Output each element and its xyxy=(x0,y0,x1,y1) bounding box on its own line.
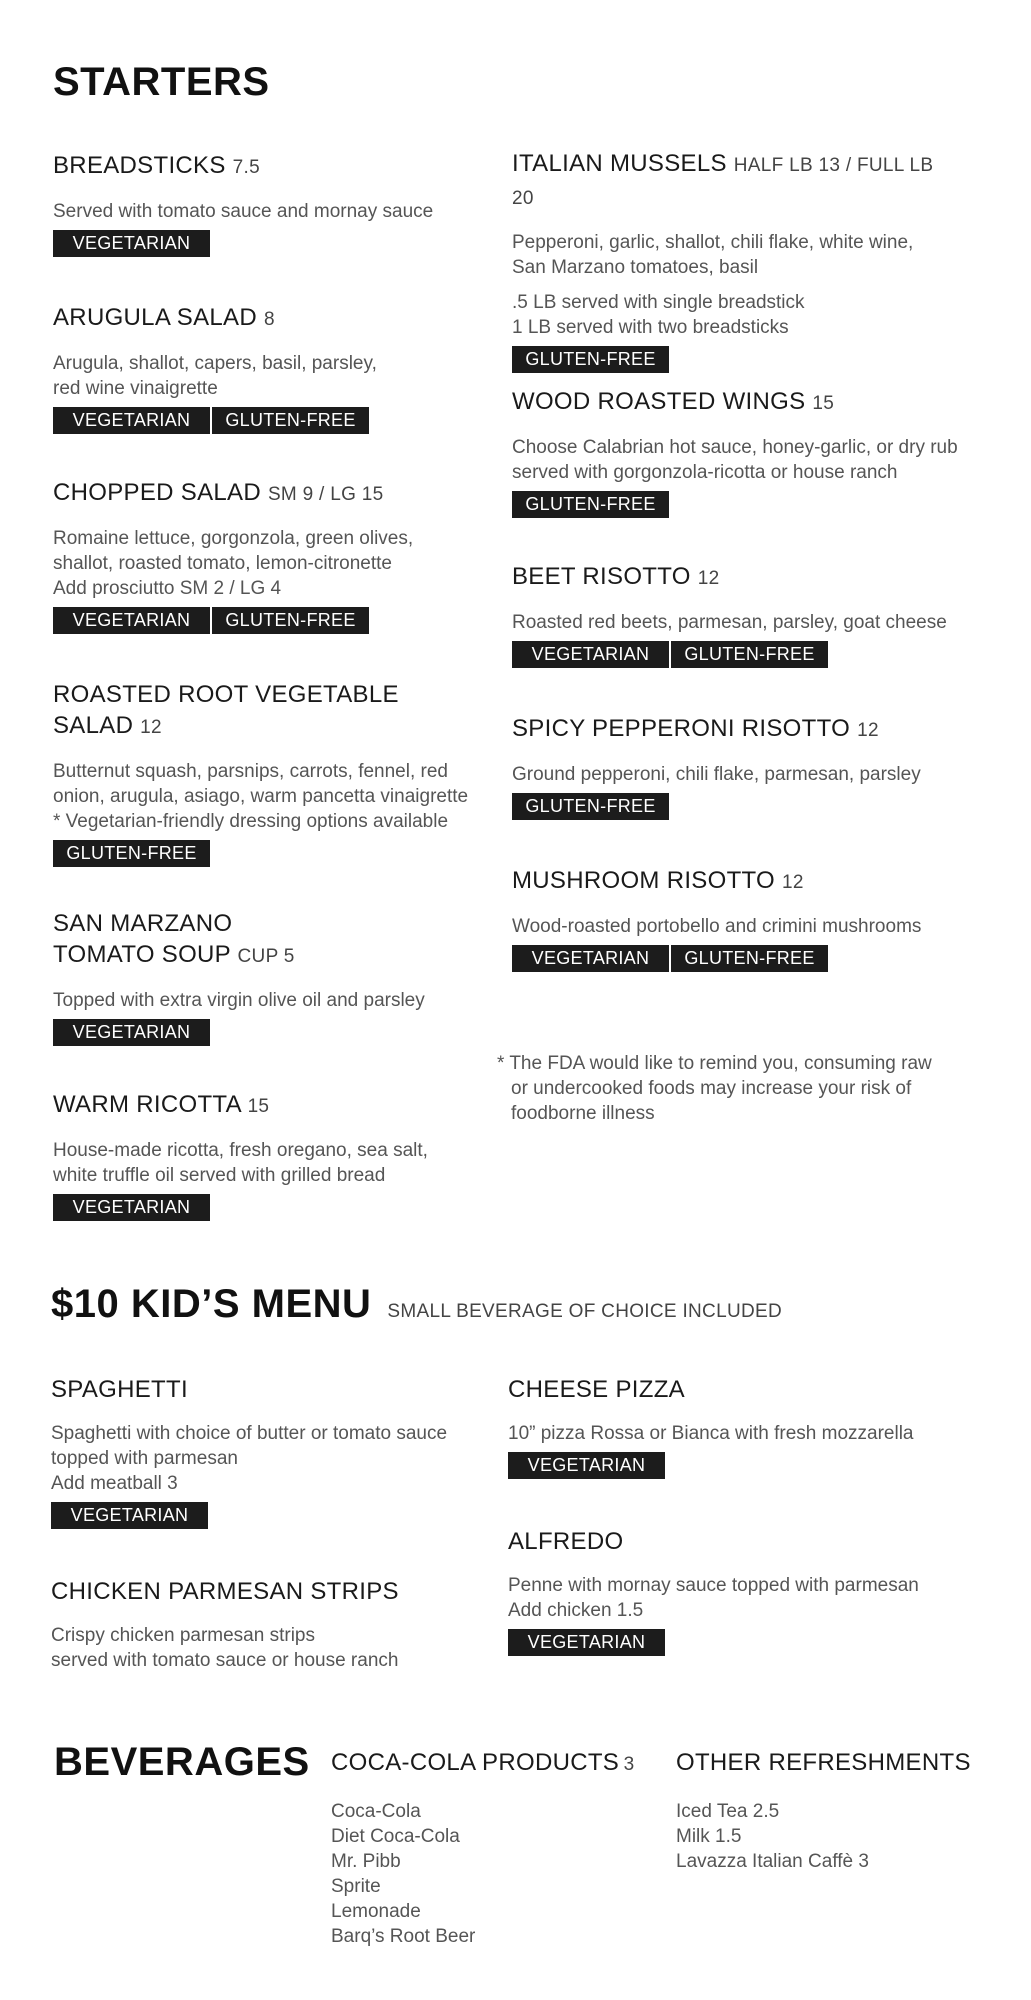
item-name xyxy=(53,150,483,183)
item-name xyxy=(53,1089,483,1122)
diet-tags xyxy=(512,491,942,518)
description-line: 10” pizza Rossa or Bianca with fresh mozzarella xyxy=(508,1423,914,1444)
menu-item xyxy=(53,477,483,634)
description-line: Add chicken 1.5 xyxy=(508,1600,644,1621)
item-description xyxy=(51,1421,481,1496)
kids-heading: $10 KID’S MENU xyxy=(51,1282,372,1326)
item-description xyxy=(51,1623,481,1673)
item-description xyxy=(53,351,483,401)
menu-item xyxy=(53,908,483,1046)
item-price: 12 xyxy=(140,717,162,738)
description-line: San Marzano tomatoes, basil xyxy=(512,257,759,278)
vegetarian-tag: VEGETARIAN xyxy=(512,641,669,668)
menu-item xyxy=(512,865,942,972)
menu-item xyxy=(53,679,483,867)
item-name-text: ITALIAN MUSSELS xyxy=(512,150,727,177)
item-price: 15 xyxy=(247,1096,270,1117)
item-name xyxy=(53,679,483,743)
description-line: white truffle oil served with grilled bread xyxy=(53,1165,386,1186)
gluten-free-tag: GLUTEN-FREE xyxy=(512,491,669,518)
description-line: * Vegetarian-friendly dressing options available xyxy=(53,811,449,832)
beverage-item: Diet Coca-Cola xyxy=(331,1826,460,1847)
description-line: shallot, roasted tomato, lemon-citronette xyxy=(53,553,393,574)
menu-item xyxy=(508,1374,938,1479)
kids-heading-row xyxy=(51,1284,782,1324)
diet-tags xyxy=(512,346,942,373)
other-refreshments-list xyxy=(676,1799,971,1874)
description-line: red wine vinaigrette xyxy=(53,378,218,399)
item-price: 7.5 xyxy=(232,157,260,178)
description-line: Wood-roasted portobello and crimini mushrooms xyxy=(512,916,922,937)
item-name xyxy=(512,148,942,214)
vegetarian-tag: VEGETARIAN xyxy=(508,1452,665,1479)
coca-cola-section xyxy=(331,1749,634,1949)
diet-tags xyxy=(512,945,942,972)
menu-item xyxy=(51,1576,481,1673)
item-description xyxy=(512,230,942,280)
description-line: Roasted red beets, parmesan, parsley, goat cheese xyxy=(512,612,947,633)
description-line: Arugula, shallot, capers, basil, parsley, xyxy=(53,353,377,374)
item-description xyxy=(53,759,483,834)
item-name-text: ALFREDO xyxy=(508,1528,624,1555)
description-line: onion, arugula, asiago, warm pancetta vinaigrette xyxy=(53,786,469,807)
fda-notice: * The FDA would like to remind you, consuming raw or undercooked foods may increase your risk of foodborne illness xyxy=(497,1053,932,1124)
item-name xyxy=(512,713,942,746)
gluten-free-tag: GLUTEN-FREE xyxy=(671,945,828,972)
gluten-free-tag: GLUTEN-FREE xyxy=(212,607,369,634)
item-name-text: CHICKEN PARMESAN STRIPS xyxy=(51,1578,399,1605)
description-line: Penne with mornay sauce topped with parmesan xyxy=(508,1575,919,1596)
menu-item xyxy=(51,1374,481,1529)
vegetarian-tag: VEGETARIAN xyxy=(51,1502,208,1529)
description-line: 1 LB served with two breadsticks xyxy=(512,317,789,338)
item-name-text: BEET RISOTTO xyxy=(512,563,691,590)
description-line: Spaghetti with choice of butter or tomato sauce xyxy=(51,1423,448,1444)
description-line: Ground pepperoni, chili flake, parmesan, parsley xyxy=(512,764,921,785)
item-name xyxy=(51,1576,481,1607)
diet-tags xyxy=(508,1629,938,1656)
diet-tags xyxy=(512,793,942,820)
item-name-line: TOMATO SOUP xyxy=(53,941,231,968)
coca-cola-title: COCA-COLA PRODUCTS 3 xyxy=(331,1749,635,1776)
item-name xyxy=(53,908,483,972)
diet-tags xyxy=(53,1194,483,1221)
description-line: Topped with extra virgin olive oil and parsley xyxy=(53,990,425,1011)
description-line: Pepperoni, garlic, shallot, chili flake, white wine, xyxy=(512,232,914,253)
item-price: 8 xyxy=(263,309,275,330)
beverage-item: Mr. Pibb xyxy=(331,1851,401,1872)
gluten-free-tag: GLUTEN-FREE xyxy=(53,840,210,867)
item-name-line: SAN MARZANO xyxy=(53,910,233,937)
diet-tags xyxy=(53,607,483,634)
item-name xyxy=(512,865,942,898)
item-name xyxy=(51,1374,481,1405)
gluten-free-tag: GLUTEN-FREE xyxy=(512,346,669,373)
item-name-line: ROASTED ROOT VEGETABLE xyxy=(53,681,399,708)
item-name xyxy=(508,1374,938,1405)
item-name xyxy=(512,386,942,419)
gluten-free-tag: GLUTEN-FREE xyxy=(512,793,669,820)
item-name-text: CHOPPED SALAD xyxy=(53,479,261,506)
diet-tags xyxy=(53,1019,483,1046)
beverage-item: Coca-Cola xyxy=(331,1801,421,1822)
diet-tags xyxy=(51,1502,481,1529)
menu-item xyxy=(512,713,942,820)
vegetarian-tag: VEGETARIAN xyxy=(53,407,210,434)
item-name-text: BREADSTICKS xyxy=(53,152,226,179)
menu-item xyxy=(512,386,958,518)
menu-item xyxy=(508,1526,938,1656)
other-refreshments-section xyxy=(676,1749,971,1874)
description-line: Served with tomato sauce and mornay sauce xyxy=(53,201,434,222)
vegetarian-tag: VEGETARIAN xyxy=(53,607,210,634)
diet-tags xyxy=(53,230,483,257)
item-name-text: WOOD ROASTED WINGS xyxy=(512,388,806,415)
item-name xyxy=(53,477,483,510)
menu-item xyxy=(512,561,947,668)
item-name-line: SALAD xyxy=(53,712,134,739)
item-price: 12 xyxy=(697,568,720,589)
diet-tags xyxy=(53,407,483,434)
vegetarian-tag: VEGETARIAN xyxy=(53,230,210,257)
description-line: .5 LB served with single breadstick xyxy=(512,292,805,313)
menu-item xyxy=(53,1089,483,1221)
item-price: SM 9 / LG 15 xyxy=(267,484,384,505)
item-price: 15 xyxy=(812,393,835,414)
menu-item xyxy=(53,150,483,257)
diet-tags xyxy=(53,840,483,867)
diet-tags xyxy=(512,641,942,668)
gluten-free-tag: GLUTEN-FREE xyxy=(212,407,369,434)
item-name-text: CHEESE PIZZA xyxy=(508,1376,685,1403)
item-name-text: SPAGHETTI xyxy=(51,1376,188,1403)
description-line: Add prosciutto SM 2 / LG 4 xyxy=(53,578,282,599)
beverage-item: Milk 1.5 xyxy=(676,1826,742,1847)
beverage-item: Sprite xyxy=(331,1876,381,1897)
item-price: CUP 5 xyxy=(237,946,295,967)
vegetarian-tag: VEGETARIAN xyxy=(512,945,669,972)
item-description xyxy=(53,1138,483,1188)
item-description xyxy=(508,1573,938,1623)
description-line: Add meatball 3 xyxy=(51,1473,178,1494)
item-name-text: MUSHROOM RISOTTO xyxy=(512,867,776,894)
menu-item xyxy=(512,148,942,373)
vegetarian-tag: VEGETARIAN xyxy=(53,1194,210,1221)
item-name xyxy=(53,302,483,335)
item-description xyxy=(512,610,947,635)
other-refreshments-title: OTHER REFRESHMENTS xyxy=(676,1749,971,1776)
beverage-item: Barq’s Root Beer xyxy=(331,1926,476,1947)
item-name-text: SPICY PEPPERONI RISOTTO xyxy=(512,715,851,742)
item-description xyxy=(512,290,942,340)
item-description xyxy=(512,435,958,485)
item-price: HALF LB 13 / FULL LB 20 xyxy=(512,155,934,209)
item-name-text: WARM RICOTTA xyxy=(53,1091,241,1118)
description-line: topped with parmesan xyxy=(51,1448,238,1469)
item-name xyxy=(512,561,942,594)
vegetarian-tag: VEGETARIAN xyxy=(508,1629,665,1656)
description-line: Butternut squash, parsnips, carrots, fennel, red xyxy=(53,761,448,782)
description-line: Romaine lettuce, gorgonzola, green olives, xyxy=(53,528,414,549)
item-description xyxy=(53,988,483,1013)
kids-subtitle: SMALL BEVERAGE OF CHOICE INCLUDED xyxy=(387,1301,782,1322)
menu-item xyxy=(53,302,483,434)
beverage-item: Lavazza Italian Caffè 3 xyxy=(676,1851,869,1872)
item-name xyxy=(508,1526,938,1557)
beverages-heading: BEVERAGES xyxy=(54,1740,310,1784)
gluten-free-tag: GLUTEN-FREE xyxy=(671,641,828,668)
beverage-item: Iced Tea 2.5 xyxy=(676,1801,780,1822)
description-line: House-made ricotta, fresh oregano, sea salt, xyxy=(53,1140,428,1161)
item-name-text: ARUGULA SALAD xyxy=(53,304,257,331)
item-description xyxy=(512,762,942,787)
description-line: served with gorgonzola-ricotta or house ranch xyxy=(512,462,898,483)
item-description xyxy=(512,914,942,939)
item-description xyxy=(53,526,483,601)
description-line: Crispy chicken parmesan strips xyxy=(51,1625,315,1646)
vegetarian-tag: VEGETARIAN xyxy=(53,1019,210,1046)
diet-tags xyxy=(508,1452,938,1479)
item-description xyxy=(53,199,483,224)
starters-heading: STARTERS xyxy=(53,60,270,104)
item-price: 12 xyxy=(782,872,804,893)
description-line: served with tomato sauce or house ranch xyxy=(51,1650,399,1671)
coca-cola-list xyxy=(331,1799,634,1949)
beverage-item: Lemonade xyxy=(331,1901,421,1922)
description-line: Choose Calabrian hot sauce, honey-garlic, or dry rub xyxy=(512,437,958,458)
item-description xyxy=(508,1421,938,1446)
item-price: 12 xyxy=(857,720,879,741)
